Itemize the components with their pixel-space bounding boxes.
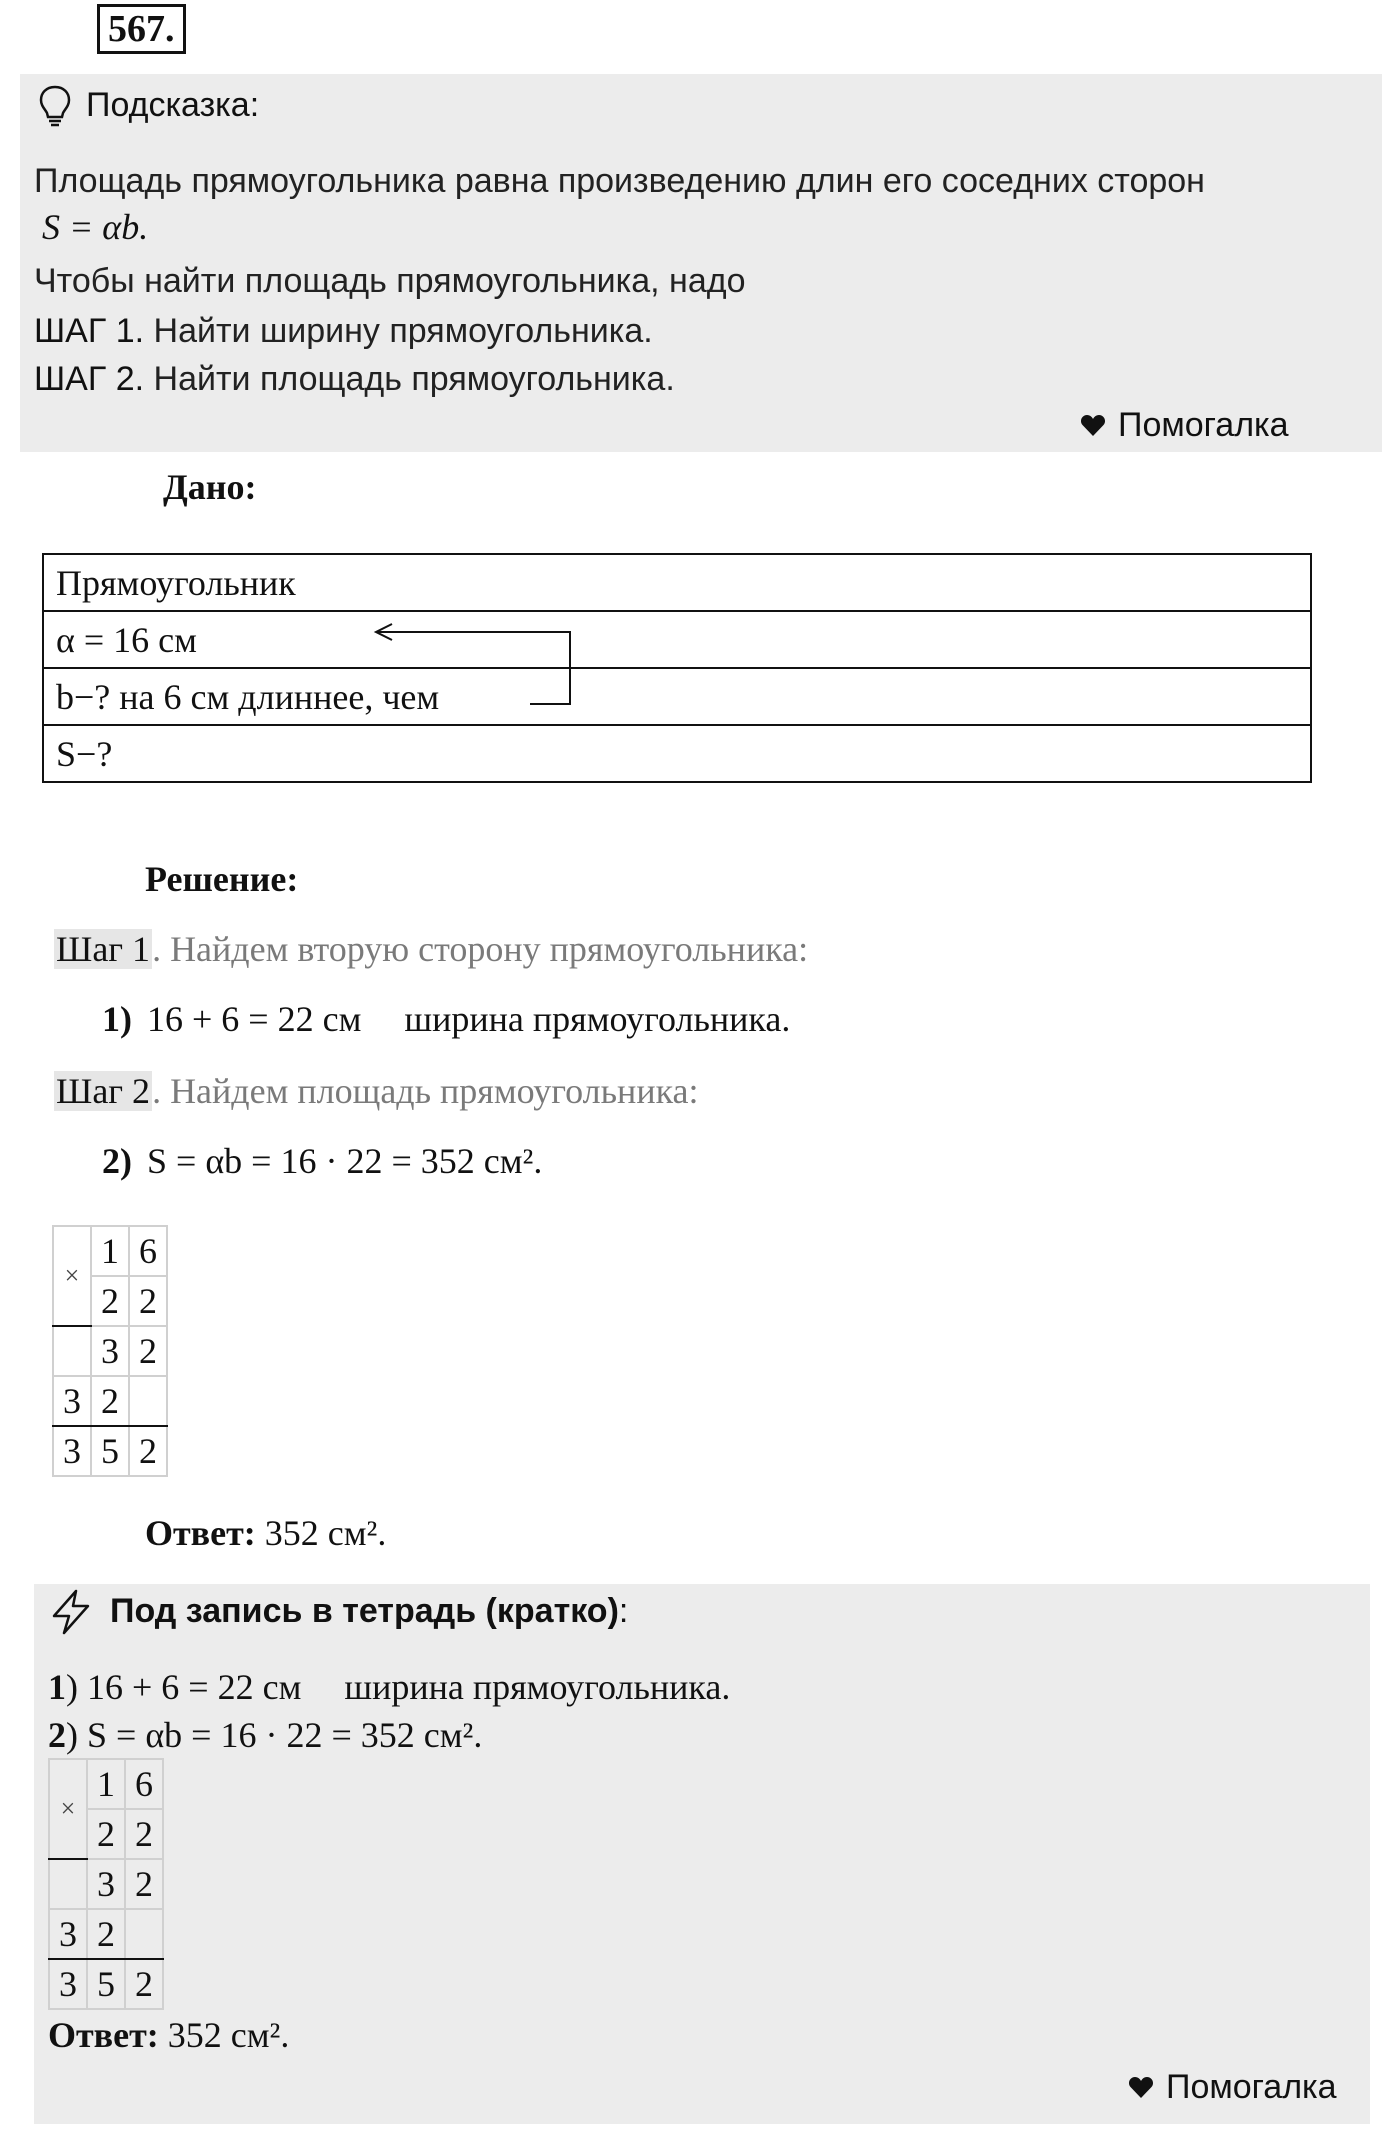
hint-step-1-label: ШАГ 1.	[34, 312, 145, 350]
mul-row	[53, 1326, 167, 1376]
multiply-sign: ×	[53, 1226, 91, 1326]
mul-cell: 2	[125, 1859, 163, 1909]
given-row	[43, 611, 1311, 668]
solution-title: Решение:	[145, 859, 299, 899]
hint-step-1-text: Найти ширину прямоугольника.	[144, 312, 653, 350]
solution-step-1	[54, 928, 808, 970]
solution-step-1-text: . Найдем вторую сторону прямоугольника:	[152, 929, 809, 969]
notebook-title-colon: :	[618, 1592, 629, 1630]
mul-cell: 2	[129, 1276, 167, 1326]
notebook-line-1-note: ширина прямоугольника.	[344, 1667, 731, 1707]
answer-value: 352 см².	[255, 1513, 387, 1553]
mul-cell: 3	[53, 1376, 91, 1426]
mul-row	[53, 1426, 167, 1476]
mul-cell: 5	[91, 1426, 129, 1476]
hint-step-2-text: Найти площадь прямоугольника.	[144, 360, 675, 398]
notebook-line-2-expression: ) S = αb = 16 · 22 = 352 см².	[66, 1715, 483, 1755]
mul-cell: 2	[91, 1276, 129, 1326]
calc-1-expression: 16 + 6 = 22 см	[147, 999, 362, 1039]
answer	[145, 1512, 386, 1554]
notebook-line-2-number: 2	[48, 1715, 66, 1755]
given-title: Дано:	[163, 467, 257, 507]
mul-cell: 2	[129, 1426, 167, 1476]
problem-number: 567.	[97, 4, 186, 54]
notebook-title-text: Под запись в тетрадь (кратко)	[110, 1592, 619, 1630]
notebook-answer-label: Ответ:	[48, 2015, 159, 2055]
given-row	[43, 668, 1311, 725]
mul-cell: 6	[129, 1226, 167, 1276]
given-table	[42, 553, 1312, 783]
mul-cell: 3	[87, 1859, 125, 1909]
mul-row	[49, 1859, 163, 1909]
mul-cell: 2	[129, 1326, 167, 1376]
given-cell: Прямоугольник	[43, 554, 1311, 611]
calc-2	[102, 1140, 542, 1182]
notebook-answer-value: 352 см².	[158, 2015, 290, 2055]
lightning-icon	[48, 1588, 94, 1636]
heart-icon	[1080, 414, 1106, 438]
given-cell: S−?	[43, 725, 1311, 782]
mul-cell: 3	[49, 1909, 87, 1959]
hint-title: Подсказка:	[86, 86, 260, 124]
mul-cell: 3	[91, 1326, 129, 1376]
notebook-line-1-number: 1	[48, 1667, 66, 1707]
mul-cell	[53, 1326, 91, 1376]
hint-step-2	[34, 360, 675, 399]
given-row	[43, 725, 1311, 782]
solution-step-1-label: Шаг 1	[56, 929, 151, 969]
solution-step-2-text: . Найдем площадь прямоугольника:	[152, 1071, 699, 1111]
notebook-title	[110, 1592, 628, 1631]
mul-row	[49, 1909, 163, 1959]
mul-cell: 3	[53, 1426, 91, 1476]
given-row	[43, 554, 1311, 611]
mul-row	[49, 1759, 163, 1809]
mul-cell	[49, 1859, 87, 1909]
hint-formula: S = αb.	[42, 207, 149, 247]
mul-cell: 2	[125, 1959, 163, 2009]
hint-brand	[1080, 406, 1289, 445]
lightbulb-icon	[38, 84, 72, 128]
hint-instruction: Чтобы найти площадь прямоугольника, надо	[34, 262, 746, 300]
given-cell: b−? на 6 см длиннее, чем	[43, 668, 1311, 725]
calc-2-number: 2)	[102, 1141, 132, 1181]
mul-cell	[129, 1376, 167, 1426]
mul-cell: 1	[87, 1759, 125, 1809]
calc-2-expression: S = αb = 16 · 22 = 352 см².	[147, 1141, 543, 1181]
mul-cell: 3	[49, 1959, 87, 2009]
calc-1-note: ширина прямоугольника.	[404, 999, 791, 1039]
calc-1-number: 1)	[102, 999, 132, 1039]
notebook-answer	[48, 2014, 289, 2056]
answer-label: Ответ:	[145, 1513, 256, 1553]
mul-row	[53, 1376, 167, 1426]
notebook-line-2	[48, 1714, 482, 1756]
mul-cell: 2	[91, 1376, 129, 1426]
mul-row	[53, 1226, 167, 1276]
notebook-brand	[1128, 2068, 1337, 2107]
notebook-column-multiplication	[48, 1758, 164, 2010]
hint-rule: Площадь прямоугольника равна произведению длин его соседних сторон	[34, 162, 1205, 200]
given-cell: α = 16 см	[43, 611, 1311, 668]
mul-cell: 5	[87, 1959, 125, 2009]
mul-cell: 2	[125, 1809, 163, 1859]
notebook-brand-label: Помогалка	[1166, 2068, 1337, 2106]
mul-row	[49, 1959, 163, 2009]
solution-step-2	[54, 1070, 699, 1112]
relation-arrow	[370, 618, 580, 708]
column-multiplication	[52, 1225, 168, 1477]
hint-brand-label: Помогалка	[1118, 406, 1289, 444]
mul-cell: 1	[91, 1226, 129, 1276]
heart-icon	[1128, 2076, 1154, 2100]
mul-cell: 6	[125, 1759, 163, 1809]
mul-cell: 2	[87, 1909, 125, 1959]
mul-cell	[125, 1909, 163, 1959]
hint-step-2-label: ШАГ 2.	[34, 360, 145, 398]
notebook-line-1-expression: ) 16 + 6 = 22 см	[66, 1667, 302, 1707]
mul-cell: 2	[87, 1809, 125, 1859]
solution-step-2-label: Шаг 2	[56, 1071, 151, 1111]
notebook-line-1	[48, 1666, 730, 1708]
multiply-sign: ×	[49, 1759, 87, 1859]
hint-step-1	[34, 312, 653, 351]
calc-1	[102, 998, 790, 1040]
